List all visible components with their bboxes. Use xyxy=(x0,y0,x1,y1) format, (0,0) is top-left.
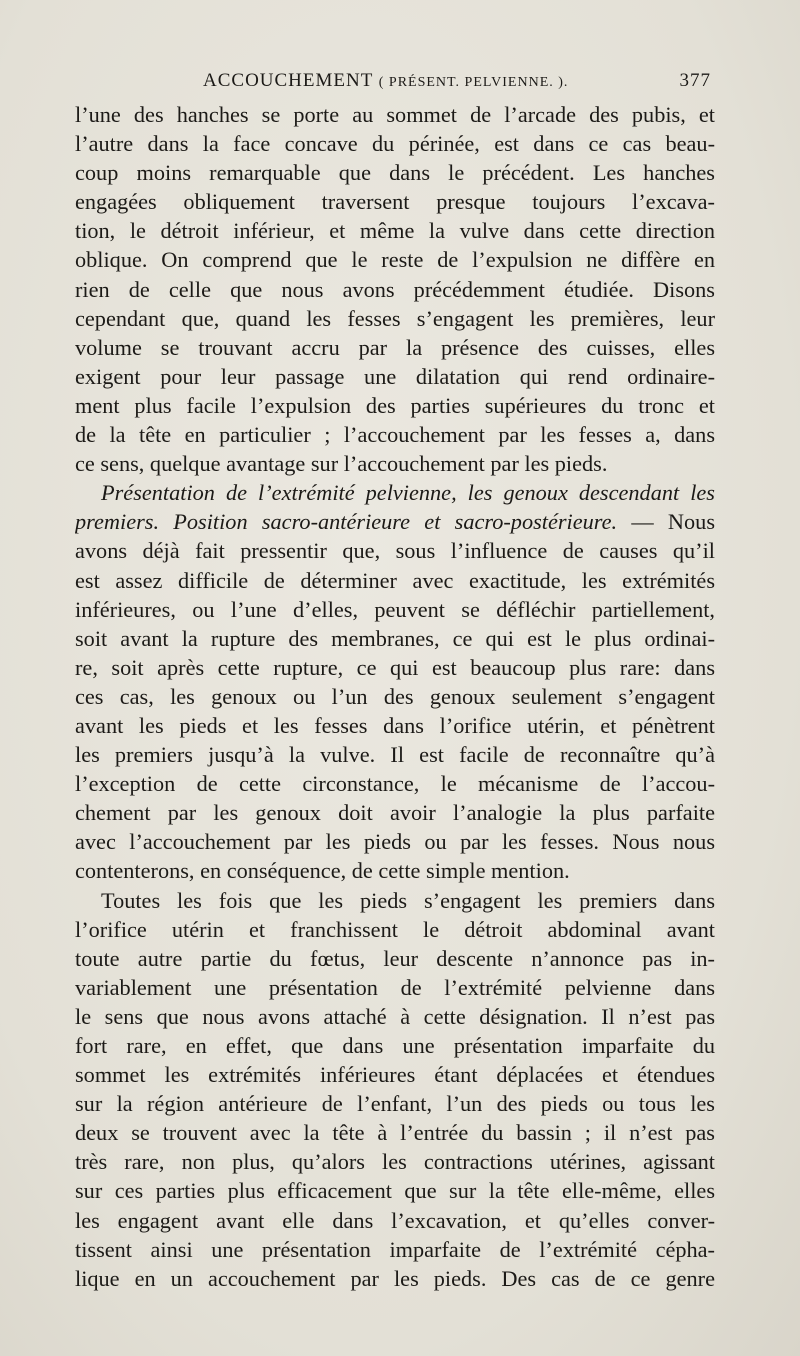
text-line: tion, le détroit inférieur, et même la vulve dans cette direction xyxy=(75,218,715,244)
text-line: inférieures, ou l’une d’elles, peuvent se défléchir partiellement, xyxy=(75,596,715,622)
text-line: l’exception de cette circonstance, le mécanisme de l’accou- xyxy=(75,771,715,797)
text-line: variablement une présentation de l’extrémité pelvienne dans xyxy=(75,974,715,1000)
text-line: chement par les genoux doit avoir l’analogie la plus parfaite xyxy=(75,800,715,826)
running-head xyxy=(75,64,715,100)
text-line: l’une des hanches se porte au sommet de l’arcade des pubis, et xyxy=(75,102,715,127)
page-number: 377 xyxy=(679,70,711,91)
book-page xyxy=(75,64,715,1293)
body-text xyxy=(75,100,715,1293)
section-heading-line: Présentation de l’extrémité pelvienne, les genoux descendant les xyxy=(101,480,715,506)
text-line: ce sens, quelque avantage sur l’accouchement par les pieds. xyxy=(75,451,608,477)
text-line: sommet les extrémités inférieures étant déplacées et étendues xyxy=(75,1062,715,1088)
text-line: les engagent avant elle dans l’excavation, et qu’elles conver- xyxy=(75,1207,715,1233)
text-line: toute autre partie du fœtus, leur descente n’annonce pas in- xyxy=(75,945,715,971)
text-line: Toutes les fois que les pieds s’engagent les premiers dans xyxy=(101,887,715,913)
text-line: oblique. On comprend que le reste de l’expulsion ne diffère en xyxy=(75,247,715,273)
text-line: soit avant la rupture des membranes, ce qui est le plus ordinai- xyxy=(75,625,715,651)
text-line: le sens que nous avons attaché à cette désignation. Il n’est pas xyxy=(75,1003,715,1029)
text-line: lique en un accouchement par les pieds. Des cas de ce genre xyxy=(75,1265,715,1291)
text-line: engagées obliquement traversent presque toujours l’excava- xyxy=(75,189,715,215)
text-line: avons déjà fait pressentir que, sous l’influence de causes qu’il xyxy=(75,538,715,564)
text-line: avec l’accouchement par les pieds ou par les fesses. Nous nous xyxy=(75,829,715,855)
text-line: re, soit après cette rupture, ce qui est beaucoup plus rare: dans xyxy=(75,654,715,680)
text-line: ces cas, les genoux ou l’un des genoux seulement s’engagent xyxy=(75,683,715,709)
text-line: très rare, non plus, qu’alors les contractions utérines, agissant xyxy=(75,1149,715,1175)
text-line: fort rare, en effet, que dans une présentation imparfaite du xyxy=(75,1033,715,1058)
text-line: sur la région antérieure de l’enfant, l’un des pieds ou tous les xyxy=(75,1091,715,1117)
text-line: les premiers jusqu’à la vulve. Il est facile de reconnaître qu’à xyxy=(75,742,715,768)
running-title-main: ACCOUCHEMENT xyxy=(203,70,373,91)
text-line: volume se trouvant accru par la présence des cuisses, elles xyxy=(75,334,715,360)
text-line: l’autre dans la face concave du périnée, est dans ce cas beau- xyxy=(75,131,715,157)
text-line: est assez difficile de déterminer avec exactitude, les extrémités xyxy=(75,567,715,593)
text-line: exigent pour leur passage une dilatation qui rend ordinaire- xyxy=(75,363,715,389)
text-line: de la tête en particulier ; l’accouchement par les fesses a, dans xyxy=(75,422,715,448)
text-line: contenterons, en conséquence, de cette simple mention. xyxy=(75,858,570,884)
text-line: rien de celle que nous avons précédemment étudiée. Disons xyxy=(75,276,715,302)
text-line: l’orifice utérin et franchissent le détroit abdominal avant xyxy=(75,916,715,942)
text-line: sur ces parties plus efficacement que sur la tête elle-même, elles xyxy=(75,1178,715,1204)
text-line: tissent ainsi une présentation imparfaite de l’extrémité cépha- xyxy=(75,1236,715,1262)
text-line: coup moins remarquable que dans le précédent. Les hanches xyxy=(75,160,715,186)
text-line: cependant que, quand les fesses s’engagent les premières, leur xyxy=(75,305,715,331)
section-heading-line: premiers. Position sacro-antérieure et sacro-postérieure. — Nous xyxy=(75,509,715,535)
text-line: ment plus facile l’expulsion des parties supérieures du tronc et xyxy=(75,392,715,418)
running-title xyxy=(203,70,568,92)
text-line: deux se trouvent avec la tête à l’entrée du bassin ; il n’est pas xyxy=(75,1120,715,1146)
running-title-sub: ( PRÉSENT. PELVIENNE. ). xyxy=(378,75,569,90)
text-line: avant les pieds et les fesses dans l’orifice utérin, et pénètrent xyxy=(75,712,715,738)
